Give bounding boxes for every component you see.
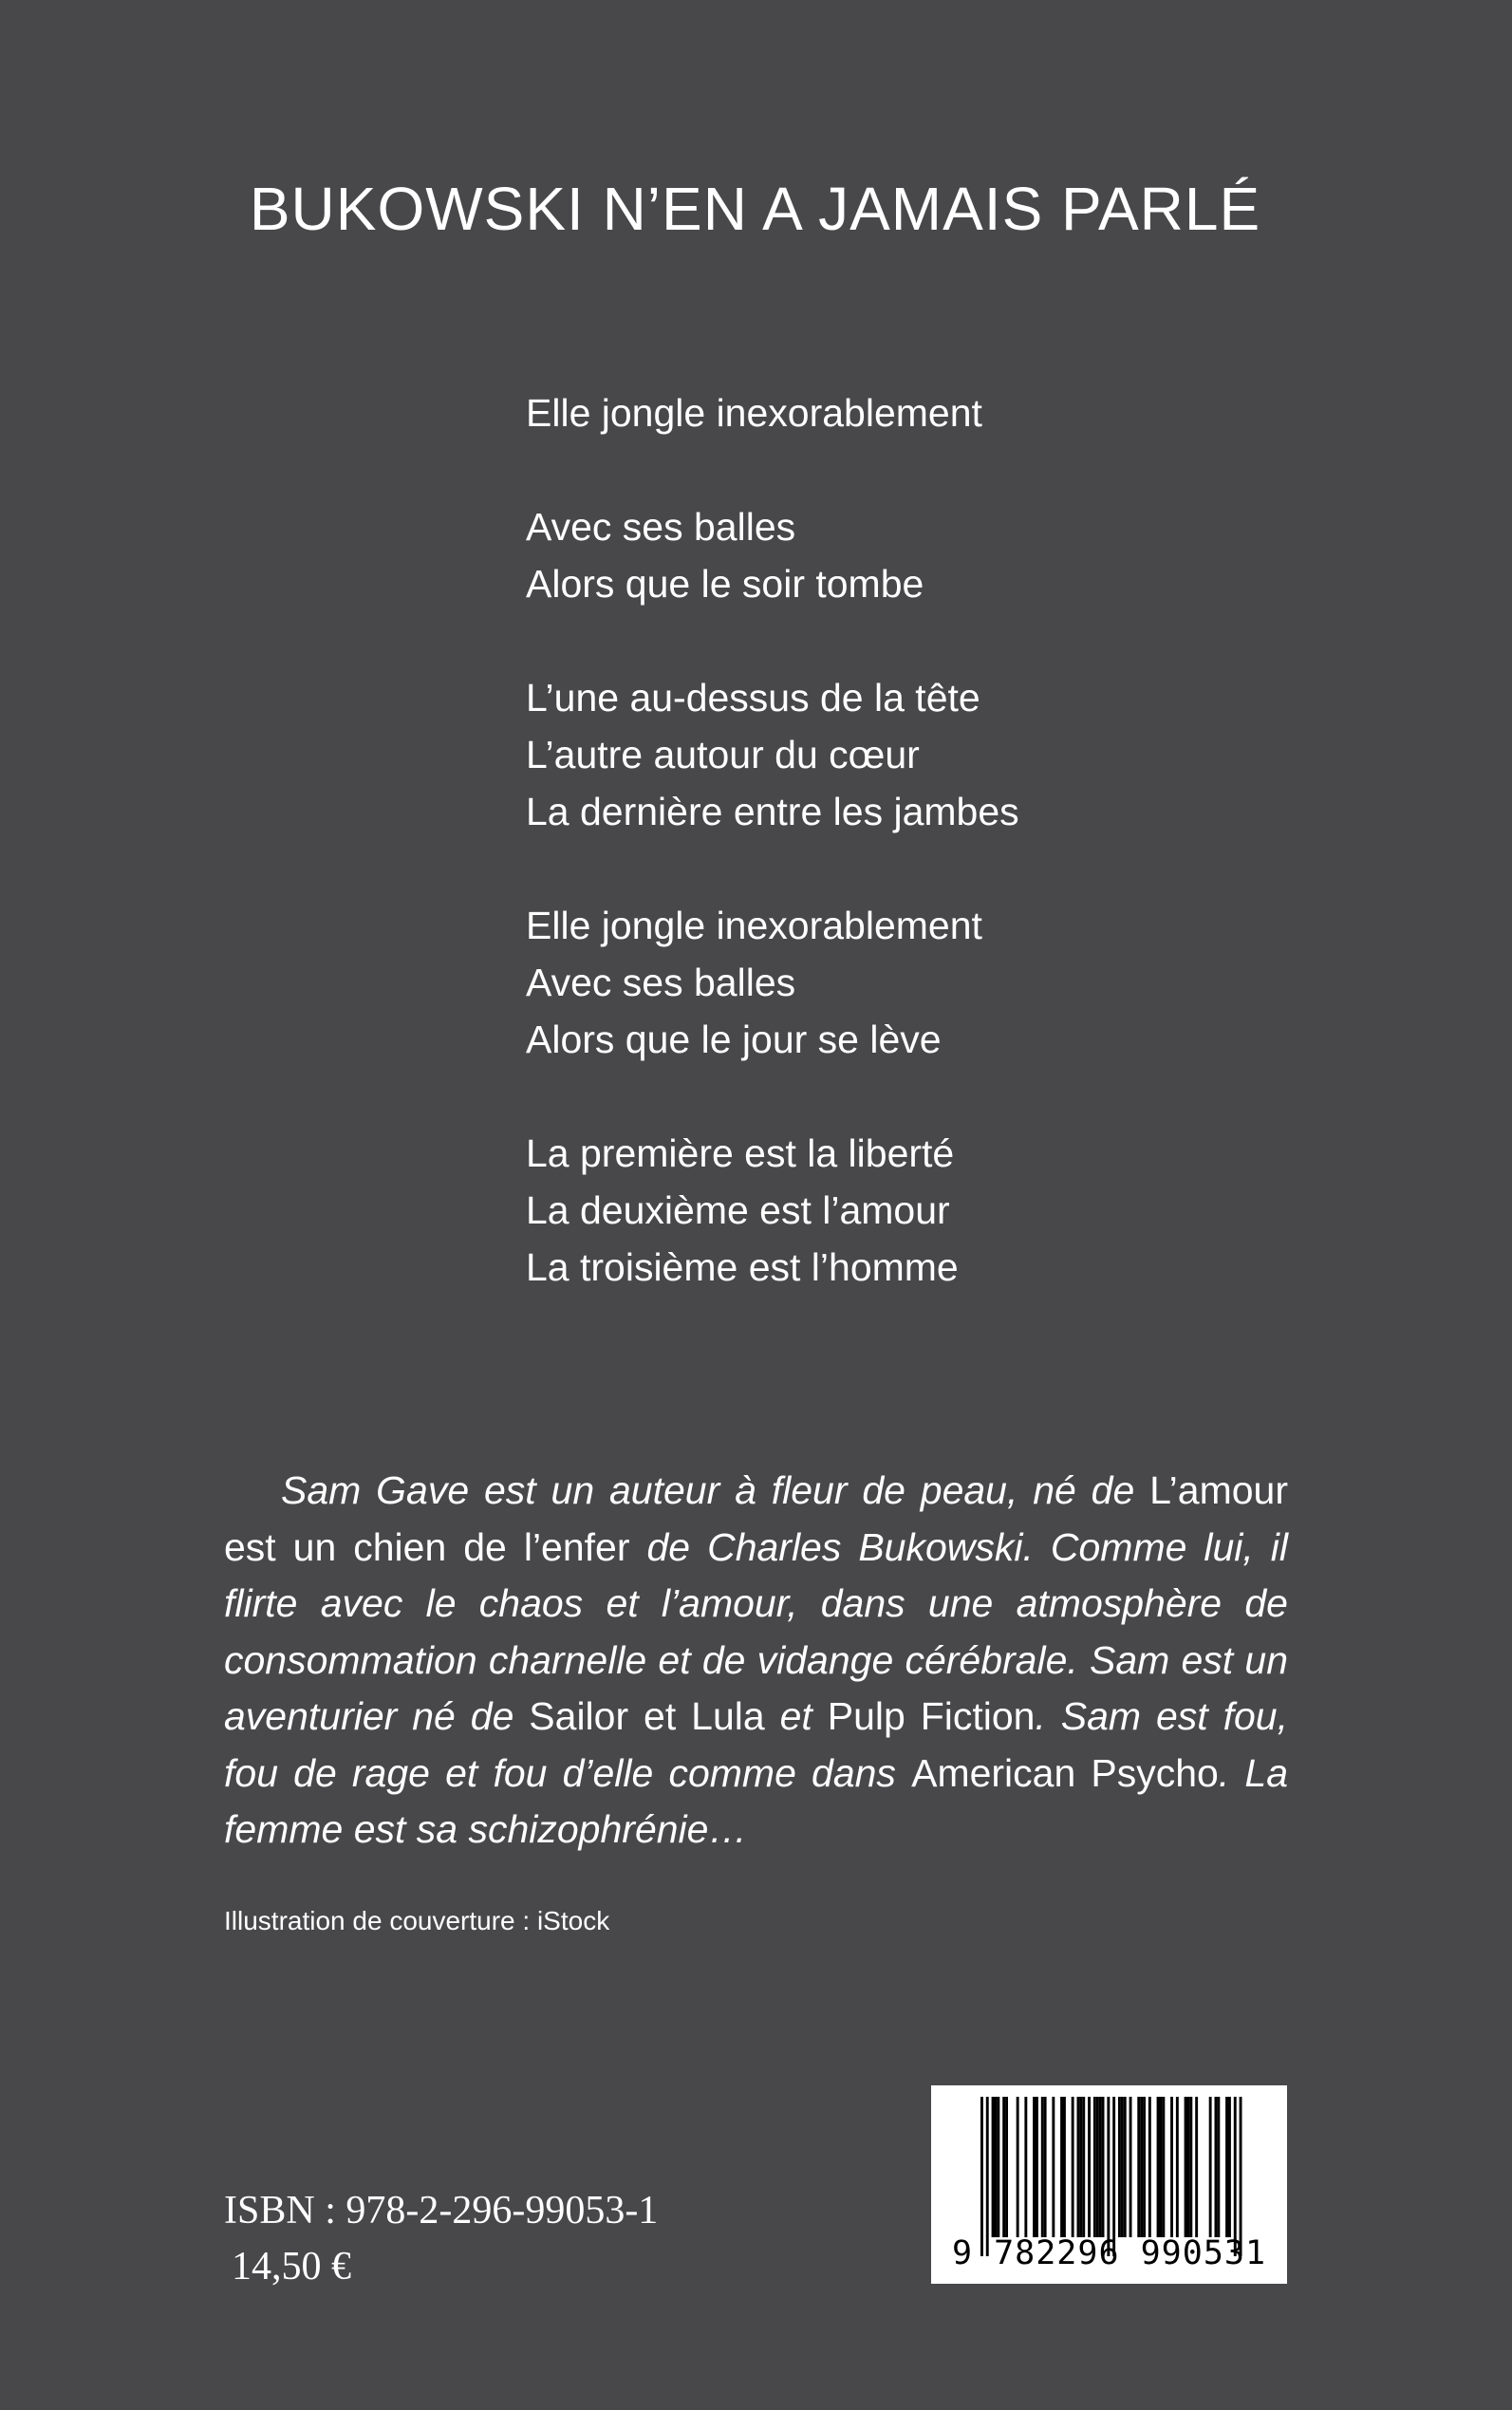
barcode-bar xyxy=(1225,2097,1228,2237)
barcode-bar xyxy=(986,2097,989,2256)
barcode-bar xyxy=(1017,2097,1019,2237)
barcode-bar xyxy=(992,2097,995,2237)
barcode-bar xyxy=(1195,2097,1198,2237)
poem-line: L’une au-dessus de la tête xyxy=(526,676,980,719)
barcode-digits: 9 782296 990531 xyxy=(951,2234,1267,2272)
blurb-text: et xyxy=(764,1694,828,1738)
author-blurb xyxy=(224,1463,1288,1859)
barcode-bar xyxy=(1063,2097,1066,2237)
poem-stanza xyxy=(526,498,1285,612)
poem-line: Avec ses balles xyxy=(526,961,796,1004)
barcode-bar xyxy=(1072,2097,1074,2237)
barcode-bar xyxy=(1209,2097,1212,2237)
barcode-bar xyxy=(1228,2097,1231,2237)
barcode-bar xyxy=(1140,2097,1143,2237)
poem-line: La dernière entre les jambes xyxy=(526,790,1019,833)
poem-line: L’autre autour du cœur xyxy=(526,733,920,776)
barcode-bar xyxy=(1124,2097,1127,2237)
barcode-bar xyxy=(1005,2097,1008,2237)
barcode-bar xyxy=(1052,2097,1055,2237)
poem-line: La première est la liberté xyxy=(526,1131,955,1175)
poem-line: Alors que le jour se lève xyxy=(526,1018,942,1061)
poem-line: Avec ses balles xyxy=(526,505,796,549)
barcode-bar xyxy=(1157,2097,1160,2237)
poem-line: La deuxième est l’amour xyxy=(526,1188,950,1232)
book-title: BUKOWSKI N’EN A JAMAIS PARLÉ xyxy=(249,175,1261,243)
barcode-bar xyxy=(1060,2097,1063,2237)
barcode xyxy=(931,2085,1287,2284)
barcode-bar xyxy=(1215,2097,1218,2237)
barcode-bar xyxy=(1088,2097,1091,2237)
poem-stanza xyxy=(526,897,1285,1068)
barcode-bar xyxy=(1129,2097,1132,2237)
poem-line: Alors que le soir tombe xyxy=(526,562,924,606)
illustration-credit: Illustration de couverture : iStock xyxy=(224,1906,610,1935)
barcode-bar xyxy=(1148,2097,1151,2237)
barcode-bar xyxy=(1162,2097,1165,2237)
barcode-bar xyxy=(995,2097,998,2237)
price: 14,50 € xyxy=(232,2245,351,2289)
barcode-bar xyxy=(997,2097,999,2237)
barcode-bar xyxy=(1240,2097,1242,2256)
blurb-text: Sam Gave est un auteur à fleur de peau, né de xyxy=(281,1468,1150,1512)
barcode-bar xyxy=(1041,2097,1044,2237)
isbn: ISBN : 978-2-296-99053-1 xyxy=(224,2189,659,2233)
barcode-bar xyxy=(1024,2097,1027,2237)
barcode-bar xyxy=(1112,2097,1115,2256)
barcode-bar xyxy=(1033,2097,1036,2237)
barcode-bar xyxy=(1137,2097,1140,2237)
barcode-bar xyxy=(1079,2097,1082,2237)
poem-line: La troisième est l’homme xyxy=(526,1245,959,1289)
barcode-bar xyxy=(1234,2097,1237,2256)
barcode-bar xyxy=(1118,2097,1121,2237)
barcode-bar xyxy=(1096,2097,1099,2237)
barcode-bar xyxy=(1107,2097,1110,2256)
book-reference: Sailor et Lula xyxy=(529,1694,765,1738)
book-reference: L’amour est un chien de l’enfer xyxy=(224,1468,1288,1569)
poem-stanza xyxy=(526,1125,1285,1296)
barcode-bar xyxy=(1036,2097,1038,2237)
barcode-bar xyxy=(1170,2097,1173,2237)
poem xyxy=(526,384,1285,1353)
poem-line: Elle jongle inexorablement xyxy=(526,391,982,435)
barcode-bar xyxy=(1121,2097,1124,2237)
barcode-bar xyxy=(1217,2097,1220,2237)
barcode-bar xyxy=(1099,2097,1102,2237)
book-reference: Pulp Fiction xyxy=(827,1694,1036,1738)
blurb-text: . Sam est fou, fou de rage et fou d’elle comme dans xyxy=(224,1694,1289,1795)
barcode-bar xyxy=(980,2097,983,2256)
barcode-bar xyxy=(1189,2097,1192,2237)
barcode-bar xyxy=(1044,2097,1047,2237)
barcode-bar xyxy=(1077,2097,1080,2237)
book-reference: American Psycho xyxy=(911,1750,1219,1795)
poem-stanza xyxy=(526,384,1285,441)
barcode-bar xyxy=(1002,2097,1005,2237)
barcode-bar xyxy=(1176,2097,1179,2237)
blurb-text: de Charles Bukowski. Comme lui, il flirte avec le chaos et l’amour, dans une atmosphère de consommation charnelle et de vidange cérébrale. Sam est un aventurier né de xyxy=(224,1524,1288,1738)
barcode-bar xyxy=(1185,2097,1187,2237)
barcode-bar xyxy=(1082,2097,1085,2237)
poem-stanza xyxy=(526,669,1285,840)
poem-line: Elle jongle inexorablement xyxy=(526,904,982,947)
barcode-bar xyxy=(1102,2097,1105,2237)
barcode-bar xyxy=(1093,2097,1096,2237)
barcode-bar xyxy=(1143,2097,1146,2237)
blurb-text: . La femme est sa schizophrénie… xyxy=(224,1750,1289,1851)
barcode-bar xyxy=(1187,2097,1190,2237)
barcode-bar xyxy=(1160,2097,1163,2237)
